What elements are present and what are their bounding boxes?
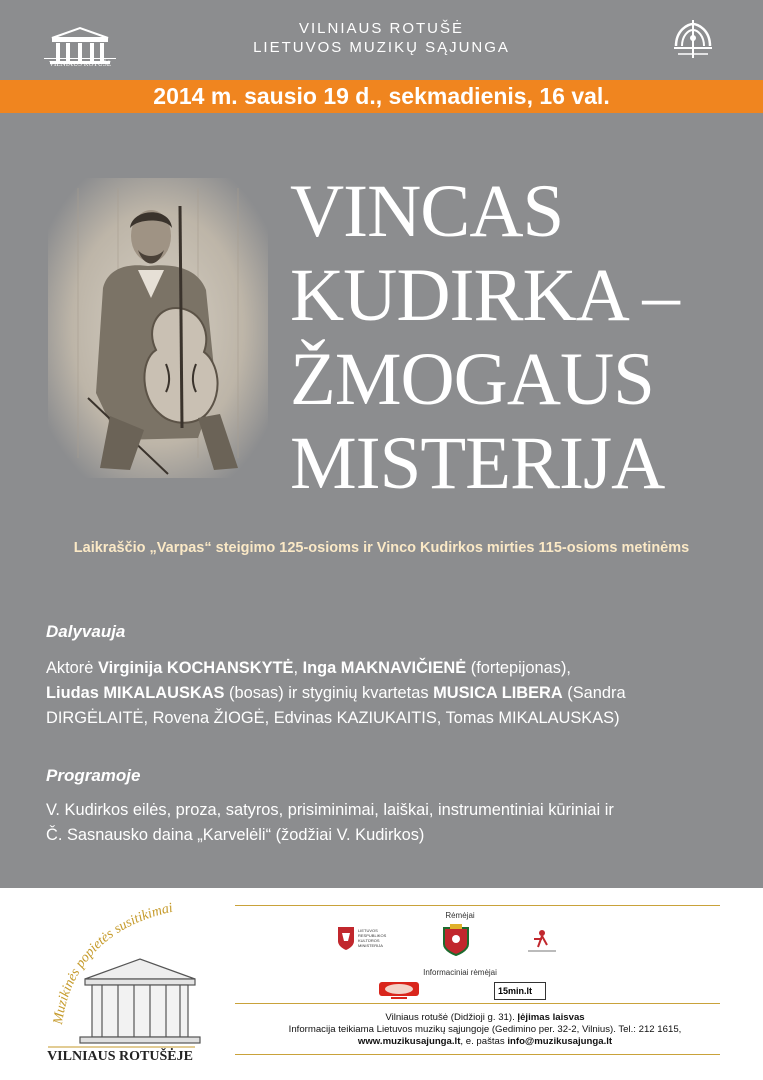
performer-kochanskyte: Virginija KOCHANSKYTĖ bbox=[97, 659, 294, 677]
title-line-4: MISTERIJA bbox=[290, 422, 665, 505]
participants-text-2: , bbox=[293, 659, 303, 677]
venue-text: Vilniaus rotušė (Didžioji g. 31). bbox=[385, 1012, 518, 1023]
program-text bbox=[46, 798, 746, 848]
15min-logo bbox=[494, 982, 546, 1000]
email-link[interactable]: info@muzikusajunga.lt bbox=[507, 1036, 613, 1047]
ministry-text: LIETUVOS RESPUBLIKOS KULTŪROS MINISTERIJA bbox=[358, 928, 387, 948]
participants-text-6: DIRGĖLAITĖ, Rovena ŽIOGĖ, Edvinas KAZIUKAITIS, Tomas MIKALAUSKAS) bbox=[46, 709, 620, 727]
title-line-3: ŽMOGAUS bbox=[290, 338, 654, 421]
vilnius-coat-of-arms-logo bbox=[441, 924, 471, 956]
ministry-of-culture-logo bbox=[336, 925, 396, 951]
media-partner-logo-1 bbox=[379, 980, 419, 1000]
program-line-1: V. Kudirkos eilės, proza, satyros, prisiminimai, laiškai, instrumentiniai kūriniai ir bbox=[46, 801, 614, 819]
participants-text-5: (Sandra bbox=[562, 684, 626, 702]
participants-text-1: Aktorė bbox=[46, 659, 98, 677]
email-prefix: , e. paštas bbox=[460, 1036, 508, 1047]
footer-divider-middle bbox=[235, 1003, 720, 1004]
program-heading: Programoje bbox=[46, 766, 141, 785]
participants-heading: Dalyvauja bbox=[46, 622, 126, 641]
event-date-banner: 2014 m. sausio 19 d., sekmadienis, 16 val. bbox=[0, 80, 763, 113]
kudirka-cello-photo bbox=[48, 178, 268, 478]
quartet-musica-libera: MUSICA LIBERA bbox=[433, 684, 563, 702]
sponsors-label: Rėmėjai bbox=[445, 911, 475, 920]
participants-text-4: (bosas) ir styginių kvartetas bbox=[224, 684, 434, 702]
logo-arc-text: Muzikinės popietės susitikimai bbox=[51, 900, 175, 1026]
footer-divider-top bbox=[235, 905, 720, 906]
title-line-1: VINCAS bbox=[290, 170, 564, 253]
web-email-info bbox=[200, 1036, 763, 1047]
logo-caption: VILNIAUS ROTUŠĖJE bbox=[47, 1049, 193, 1064]
program-line-2: Č. Sasnausko daina „Karvelėli“ (žodžiai V. Kudirkos) bbox=[46, 826, 425, 844]
organizer-line-2: LIETUVOS MUZIKŲ SĄJUNGA bbox=[253, 39, 510, 56]
venue-info bbox=[200, 1012, 763, 1023]
performer-maknaviciene: Inga MAKNAVIČIENĖ bbox=[302, 659, 467, 677]
organizer-line-1: VILNIAUS ROTUŠĖ bbox=[298, 20, 465, 37]
foundation-figure-logo bbox=[522, 925, 562, 957]
vilnius-town-hall-series-logo bbox=[40, 897, 215, 1072]
concert-title bbox=[290, 170, 760, 506]
contact-info: Informacija teikiama Lietuvos muzikų sąjungoje (Gedimino per. 32-2, Vilnius). Tel.: 212 1615, bbox=[288, 1024, 682, 1035]
title-line-2: KUDIRKA – bbox=[290, 254, 679, 337]
media-sponsors-label: Informaciniai rėmėjai bbox=[423, 968, 497, 977]
website-link[interactable]: www.muzikusajunga.lt bbox=[357, 1036, 461, 1047]
15min-logo-text: 15min.lt bbox=[498, 986, 533, 996]
free-entry: Įėjimas laisvas bbox=[517, 1012, 585, 1023]
anniversary-subtitle: Laikraščio „Varpas“ steigimo 125-osioms ir Vinco Kudirkos mirties 115-osioms metinėms bbox=[73, 540, 690, 556]
participants-text-3: (fortepijonas), bbox=[466, 659, 571, 677]
footer-divider-bottom bbox=[235, 1054, 720, 1055]
participants-text bbox=[46, 656, 746, 731]
town-hall-logo-caption: VILNIAUS ROTUŠĖ bbox=[44, 58, 116, 68]
performer-mikalauskas: Liudas MIKALAUSKAS bbox=[46, 684, 225, 702]
